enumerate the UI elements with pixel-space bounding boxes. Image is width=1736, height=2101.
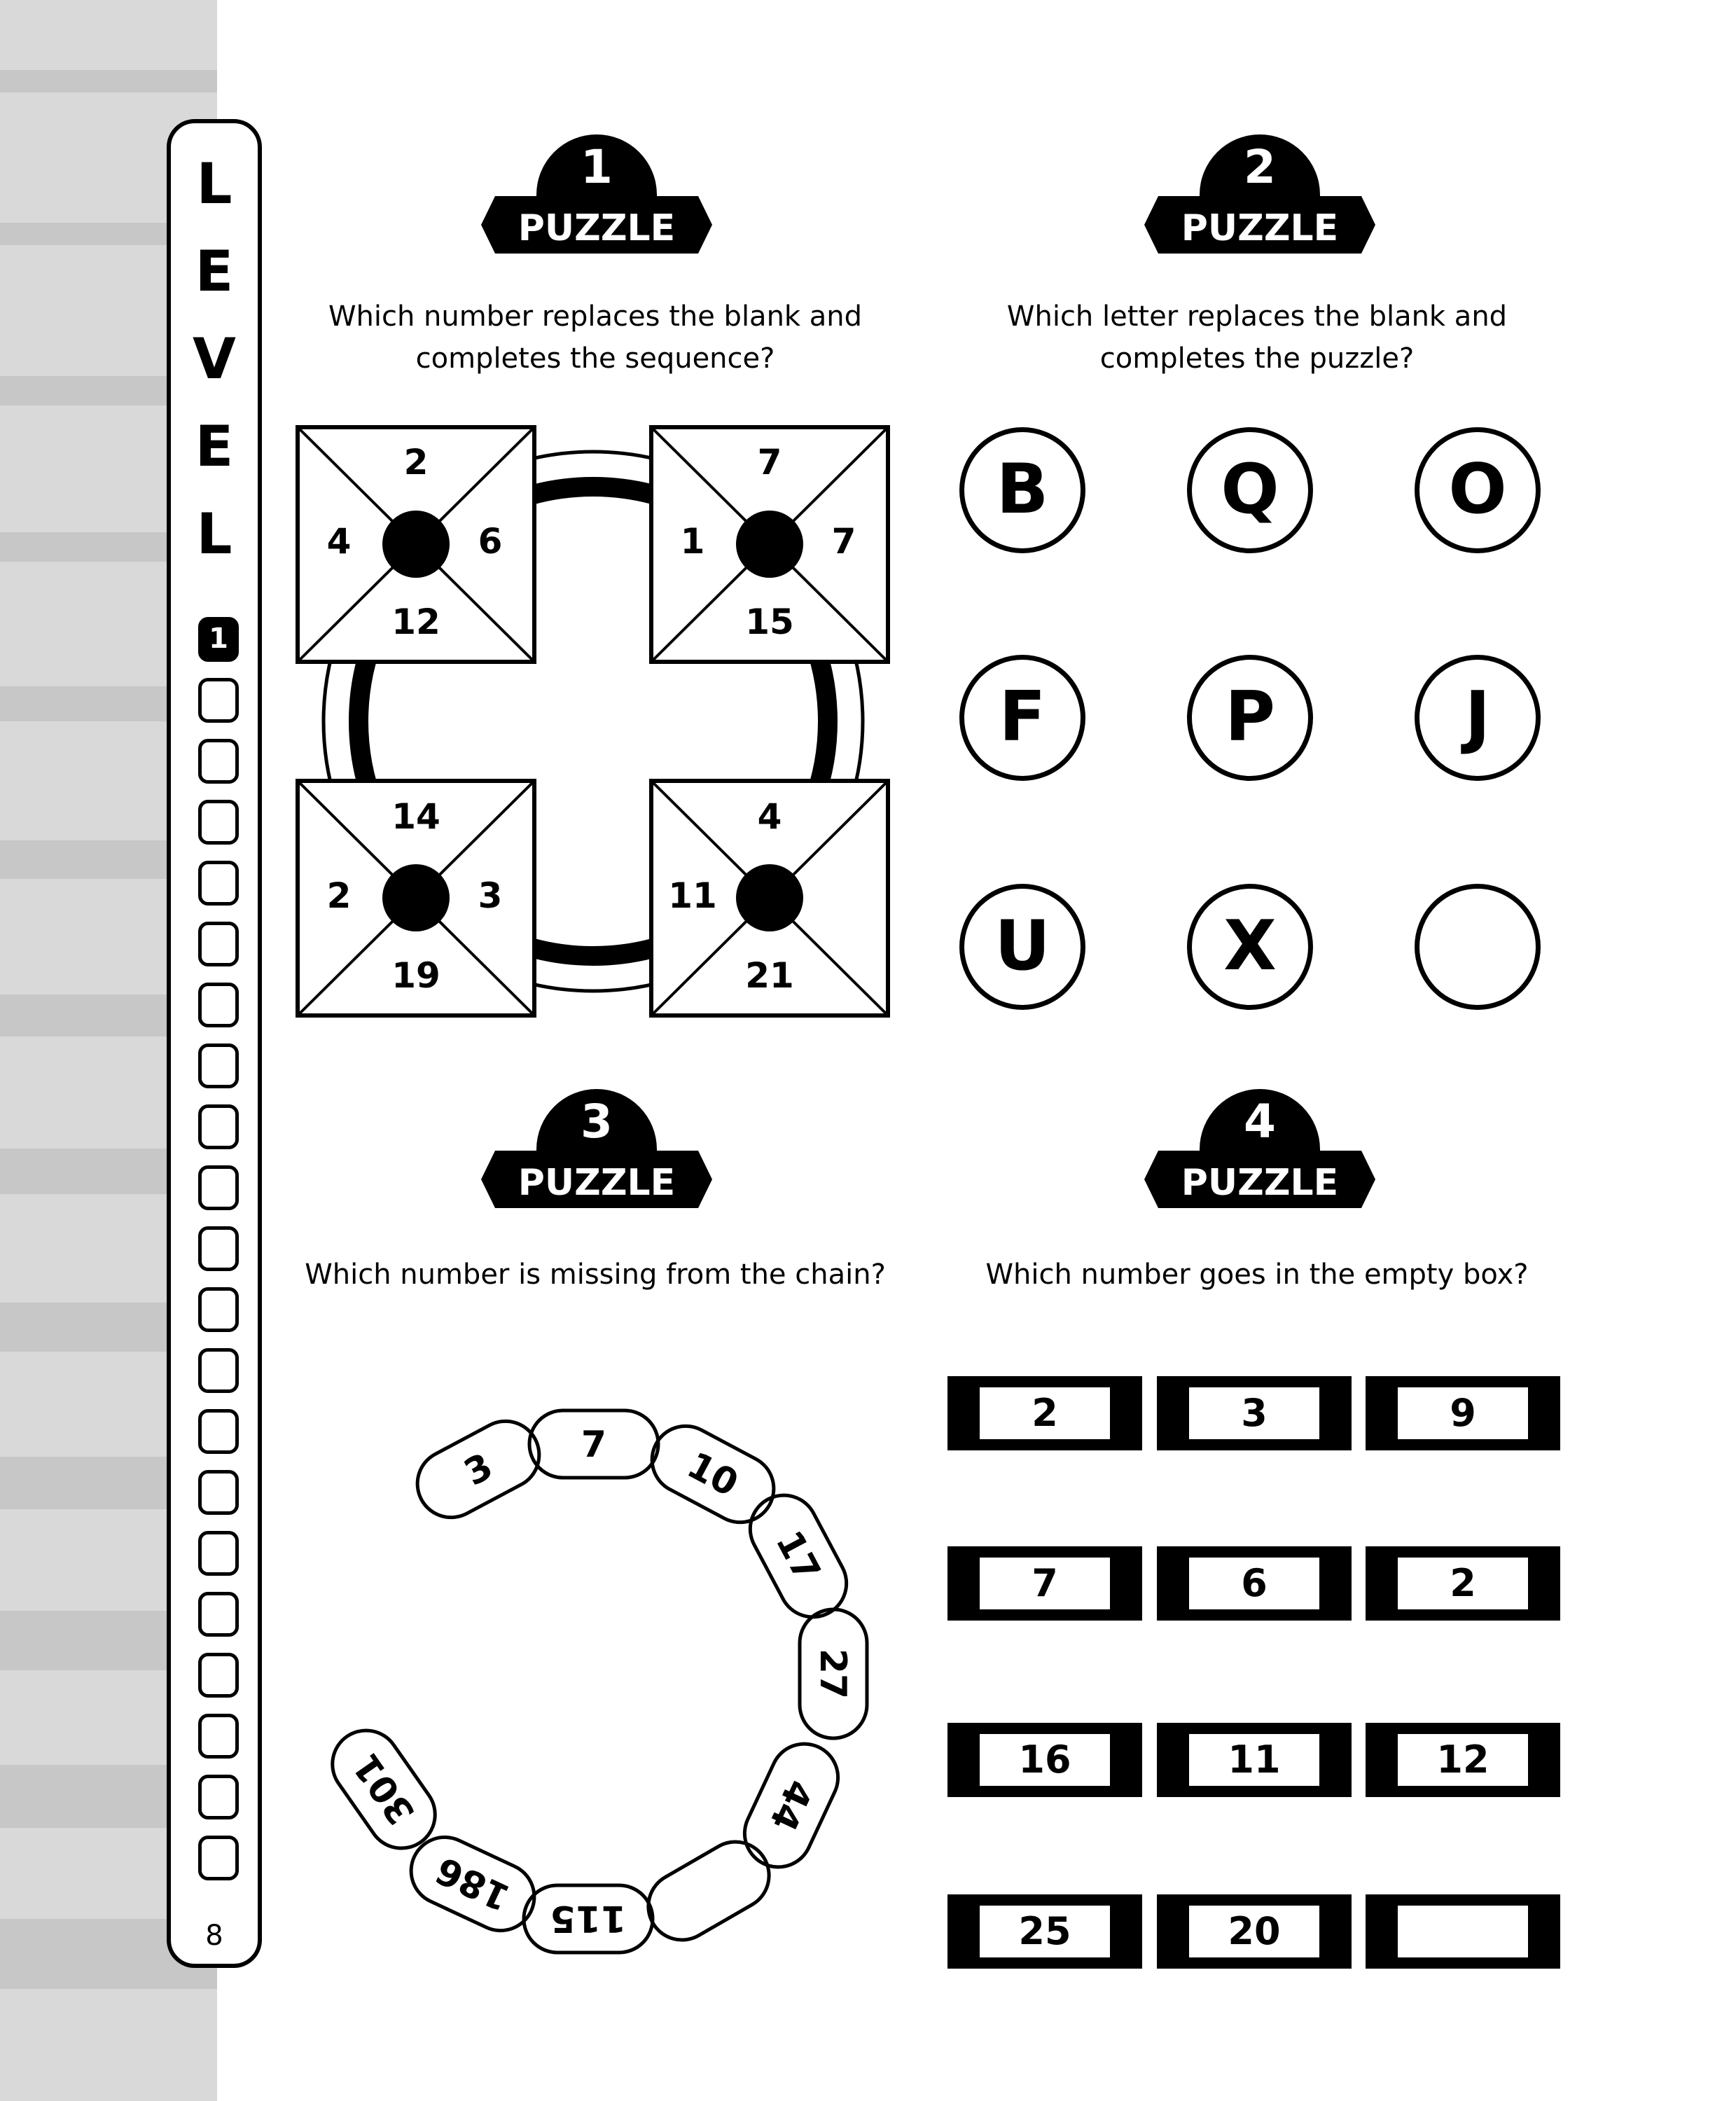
number-box	[1157, 1546, 1352, 1621]
chain-link-value: 301	[345, 1745, 424, 1833]
puzzle-label: PUZZLE	[1181, 207, 1339, 249]
chain-link-value: 44	[761, 1773, 821, 1838]
number-box-value: 3	[1189, 1387, 1319, 1439]
number-box	[947, 1376, 1142, 1450]
question-line: Which number replaces the blank and	[328, 300, 863, 333]
level-letter: E	[195, 239, 234, 304]
question-line: Which number goes in the empty box?	[985, 1258, 1529, 1291]
square-bottom-value: 19	[391, 955, 440, 996]
chain-link	[524, 1885, 653, 1953]
number-box-value: 2	[980, 1387, 1110, 1439]
level-letter: V	[193, 326, 236, 391]
letter-circle: F	[959, 655, 1085, 781]
chain-link-value: 10	[680, 1444, 745, 1506]
level-letter: L	[196, 501, 232, 567]
chain-link	[800, 1609, 867, 1738]
number-box-value: 25	[980, 1906, 1110, 1957]
square-left-value: 11	[668, 875, 717, 916]
chain-link-value: 186	[429, 1847, 517, 1919]
number-box-value: 20	[1189, 1906, 1319, 1957]
square-left-value: 4	[326, 521, 352, 562]
puzzle-4-badge	[1144, 1089, 1375, 1222]
number-box-value: 7	[980, 1558, 1110, 1609]
square-top-value: 14	[391, 796, 440, 837]
puzzle-4-question	[956, 1254, 1558, 1296]
number-box-value: 2	[1398, 1558, 1528, 1609]
puzzle-number: 3	[581, 1095, 613, 1149]
number-box-value	[1398, 1906, 1528, 1957]
number-box-value: 9	[1398, 1387, 1528, 1439]
puzzle-label: PUZZLE	[1181, 1162, 1339, 1204]
chain-link	[405, 1409, 551, 1529]
chain-link	[529, 1410, 658, 1478]
square-left-value: 1	[680, 521, 705, 562]
question-line: Which letter replaces the blank and	[1006, 300, 1508, 333]
square-right-value: 7	[831, 521, 856, 562]
number-box	[1157, 1894, 1352, 1969]
question-line: completes the sequence?	[415, 342, 775, 375]
letter-circle: Q	[1187, 427, 1313, 553]
question-line: completes the puzzle?	[1099, 342, 1415, 375]
number-box	[947, 1894, 1142, 1969]
level-letter: E	[195, 414, 234, 479]
square-bottom-value: 21	[745, 955, 794, 996]
square-bottom-value: 12	[391, 602, 440, 642]
chain-link-value: 3	[457, 1445, 500, 1495]
letter-circle: B	[959, 427, 1085, 553]
square-right-value: 3	[478, 875, 503, 916]
square-top-value: 7	[757, 442, 782, 483]
puzzle-label: PUZZLE	[518, 1162, 676, 1204]
chain-link-value: 27	[812, 1648, 854, 1700]
square-left-value: 2	[326, 875, 352, 916]
page-number: 8	[205, 1920, 223, 1952]
puzzle-label: PUZZLE	[518, 207, 676, 249]
question-line: Which number is missing from the chain?	[305, 1258, 886, 1291]
square-top-value: 4	[757, 796, 782, 837]
square-bottom-value: 15	[745, 602, 794, 642]
puzzle-number: 2	[1244, 140, 1276, 194]
letter-circle: J	[1415, 655, 1541, 781]
number-box	[947, 1546, 1142, 1621]
letter-circle: X	[1187, 884, 1313, 1010]
number-box-value: 12	[1398, 1734, 1528, 1786]
square-right-value: 6	[478, 521, 503, 562]
number-box	[947, 1723, 1142, 1797]
puzzle-number: 1	[581, 140, 613, 194]
number-box-value: 16	[980, 1734, 1110, 1786]
number-box	[1157, 1723, 1352, 1797]
number-box-value: 11	[1189, 1734, 1319, 1786]
chain-link	[640, 1414, 786, 1534]
chain-link[interactable]	[636, 1829, 781, 1952]
chain-link-value: 7	[581, 1424, 607, 1466]
letter-circle: O	[1415, 427, 1541, 553]
chain-link	[734, 1733, 849, 1878]
number-box	[1366, 1546, 1560, 1621]
number-box-value: 6	[1189, 1558, 1319, 1609]
chain-link-value: 115	[550, 1897, 627, 1939]
chain-link-value: 17	[767, 1524, 828, 1589]
number-box	[1157, 1376, 1352, 1450]
number-box	[1366, 1723, 1560, 1797]
square-top-value: 2	[403, 442, 429, 483]
number-box-blank[interactable]	[1366, 1894, 1560, 1969]
number-box	[1366, 1376, 1560, 1450]
puzzle-number: 4	[1244, 1095, 1276, 1149]
letter-circle: P	[1187, 655, 1313, 781]
level-letter: L	[196, 151, 232, 216]
letter-circle: U	[959, 884, 1085, 1010]
chain-link	[738, 1483, 858, 1629]
level-box-current: 1	[198, 617, 239, 662]
